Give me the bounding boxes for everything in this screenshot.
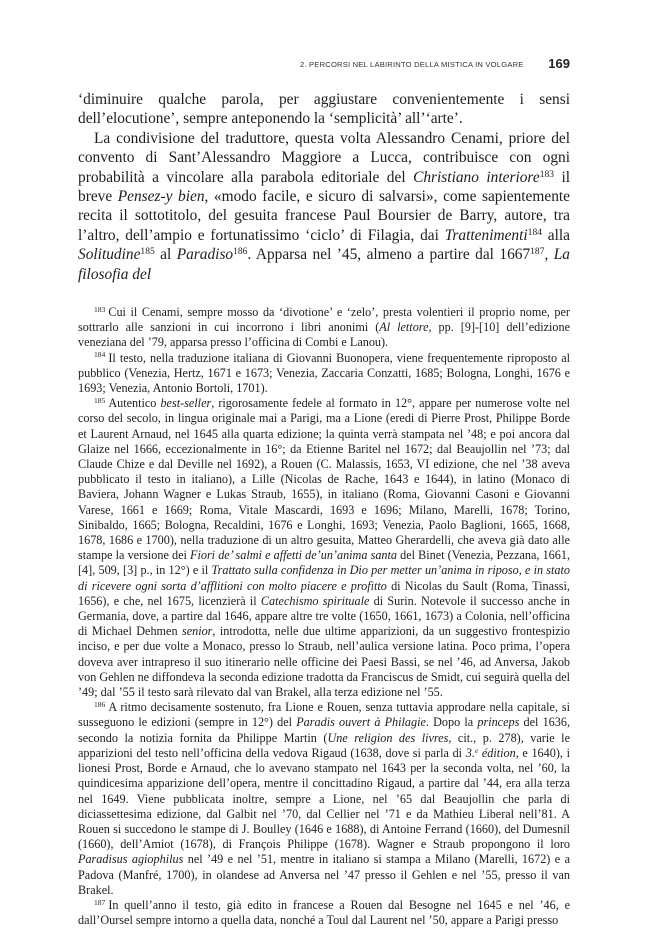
italic-text: Al lettore [379, 320, 429, 335]
footnote [78, 396, 570, 700]
footnote-text [78, 898, 570, 927]
text-run: ‘diminuire qualche parola, per aggiustare convenientemente i sensi dell’elocutione’, sempre anteponendo la ‘semplicità’ all’‘arte’. [78, 91, 570, 128]
footnote-reference: 184 [527, 226, 542, 238]
footnote-text [78, 700, 570, 896]
text-run: , rigorosamente fedele al formato in 12°, appare per numerose volte nel corso del secolo, in lingua originale mai a Parigi, ma a Lione (eredi di Pierre Prost, Philippe Borde et Laurent Arnaud, nel 1645 alla quarta edizione; la quinta verrà stampata nel ’48; e poi ancora dal Glaize nel 1666, eccezionalmente in 16°; da Etienne Baritel nel 1672; dal Beaujollin nel ’73; dal Claude Chize e dal Deville nel 1692), a Rouen (C. Malassis, 1653, VI edizione, che nel ’38 aveva pubblicato il testo in italiano), a Lille (Nicolas de Rache, 1643 e 1644), in latino (Monaco di Baviera, Johann Wagner e Lukas Straub, 1655), in italiano (Roma, Giovanni Casoni e Giovanni Varese, 1661 e 1669; Roma, Vitale Mascardi, 1693 e 1696; Milano, Marelli, 1678; Torino, Sinibaldo, 1665; Bologna, Recaldini, 1676 e Longhi, 1693; Venezia, Paolo Baglioni, 1665, 1668, 1678, 1686 e 1700), nella traduzione di un altro gesuita, Matteo Gherardelli, che aveva già dato alle stampe la versione dei [78, 396, 571, 563]
footnote [78, 700, 570, 898]
text-run: , «modo facile, e sicuro di salvarsi», come sapientemente recita il sottotitolo, del gesuita francese Paul Boursier de Barry, autore, tra l’altro, dell’ampio e fortunatissimo ‘ciclo’ di Filagia, dai [78, 188, 570, 244]
italic-text: Trattato sulla confidenza in Dio per metter un’anima in riposo, e in stato di ricevere ogni sorta d’afflitioni con molto piacere e profitto [78, 563, 571, 593]
text-run: nel ’49 e nel ’51, mentre in italiano si stampa a Milano (Marelli, 1672) e a Padova (Manfré, 1700), in olandese ad Anversa nel ’47 presso il Gehlen e nel ’55, presso il van Brakel. [78, 852, 570, 897]
italic-text: princeps [477, 715, 520, 730]
running-head: 2. PERCORSI NEL LABIRINTO DELLA MISTICA IN VOLGARE [300, 60, 524, 69]
body-text [78, 90, 570, 284]
footnote-number: 185 [94, 396, 106, 406]
italic-text: Trattenimenti [444, 226, 528, 244]
italic-text: Catechismo spirituale [260, 593, 370, 608]
text-run: . Apparsa nel ’45, almeno a partire dal 1667 [247, 246, 531, 264]
text-run: di Surin. Notevole il successo anche in Germania, dove, a partire dal 1646, appare altre tre volte (1650, 1661, 1673) a Colonia, nell’officina di Michael Dehmen [78, 593, 570, 639]
text-run: , [544, 246, 554, 264]
italic-text: 3. [465, 745, 475, 760]
italic-text: Fiori de’ salmi e affetti de’un’anima santa [190, 548, 397, 563]
italic-text: Paradisus agiophilus [78, 852, 184, 867]
text-run: A ritmo decisamente sostenuto, fra Lione e Rouen, senza tuttavia approdare nella capitale, si susseguono le edizioni (sempre in 12°) del [78, 700, 570, 730]
text-run: al [154, 246, 177, 264]
text-run: . Dopo la [425, 715, 478, 730]
italic-text: Une religion des livres [327, 730, 449, 745]
text-run: , e 1640), i lionesi Prost, Borde e Arnaud, che lo avevano stampato nel 1643 per la seconda volta, nel ’60, la quindicesima apparizione dell’opera, mentre il concittadino Rigaud, a partire dal ’44, era alla terza nel 1649. Viene pubblicata inoltre, sempre a Lione, nel ’65 dal Beaujollin che parla di diciassettesima edizione, dal Galbit nel ’70, dal Cellier nel ’71 e da Mathieu Liberal nell’81. A Rouen si succedono le stampe di J. Boulley (1646 e 1688), di Antoine Ferrand (1660), del Dumesnil (1660), dell’Amiot (1678), di François Philippe (1678). Wagner e Straub propongono il loro [78, 745, 570, 852]
text-run: alla [541, 226, 570, 244]
footnote-number: 183 [94, 304, 106, 314]
text-run: Cui il Cenami, sempre mosso da ‘divotione’ e ‘zelo’, presta volentieri il proprio nome, per sottrarlo alle sanzioni in cui incorrono i libri anonimi ( [78, 305, 570, 335]
footnote-number: 184 [94, 350, 106, 360]
italic-text: La filosofia del [78, 246, 570, 283]
text-run: di Nicolas du Sault (Roma, Tinassi, 1656), e che, nel 1675, licenzierà il [78, 578, 570, 608]
footnote [78, 898, 570, 928]
footnote-number: 186 [94, 700, 106, 710]
body-paragraph [78, 129, 570, 284]
footnote-text [78, 396, 570, 699]
footnote-reference: 183 [539, 168, 554, 180]
footnote-reference: 186 [233, 246, 248, 257]
text-run: , cit., p. 278), varie le apparizioni del testo nell’officina della vedova Rigaud (1638, dove si parla di [78, 730, 570, 760]
italic-text: Christiano interiore [413, 168, 540, 186]
italic-text: Paradiso [176, 246, 234, 264]
footnote-text [78, 351, 570, 395]
text-run: il breve [78, 168, 570, 206]
italic-text: Paradis ouvert à Philagie [296, 715, 426, 730]
page-number: 169 [548, 56, 570, 71]
text-run: Il testo, nella traduzione italiana di Giovanni Buonopera, viene frequentemente riproposto al pubblico (Venezia, Hertz, 1671 e 1673; Venezia, Zaccaria Conzatti, 1685; Bologna, Longhi, 1676 e 1693; Venezia, Antonio Bortoli, 1701). [78, 350, 570, 396]
body-paragraph [78, 90, 570, 129]
italic-text: senior [181, 624, 213, 639]
italic-text: Pensez-y bien [117, 188, 205, 206]
superscript-text: e [474, 745, 479, 755]
italic-text: best-seller [160, 396, 212, 411]
text-run: , introdotta, nelle due ultime apparizioni, da un suggestivo frontespizio inciso, e per due volte a Monaco, presso lo Straub, nell’aulica versione latina. Poco prima, l’opera doveva aver intrapreso il suo itinerario nelle officine dei Paesi Bassi, se nel ’46, ad Anversa, Jakob von Gehlen ne diffondeva la seconda edizione tradotta da Franciscus de Smidt, cui seguirà quella del ’49; dal ’55 il testo sarà rilevato dal van Brakel, alla terza edizione nel ’55. [78, 624, 570, 700]
text-run: , pp. [9]-[10] dell’edizione veneziana del ’79, apparsa presso l’officina di Combi e Lanou). [78, 320, 570, 350]
text-run: In quell’anno il testo, già edito in francese a Rouen dal Besogne nel 1645 e nel ’46, e dall’Oursel sempre intorno a quella data, nonché a Toul dal Laurent nel ’50, appare a Parigi presso [78, 897, 570, 928]
text-run: Autentico [108, 396, 161, 411]
footnote-reference: 185 [140, 246, 155, 257]
footnote [78, 305, 570, 351]
footnote-number: 187 [94, 897, 106, 907]
text-run: del 1636, secondo la notizia fornita da Philippe Martin ( [78, 715, 571, 745]
footnotes [78, 305, 570, 928]
italic-text: Solitudine [78, 246, 141, 264]
footnote [78, 351, 570, 397]
text-run: La condivisione del traduttore, questa volta Alessandro Cenami, priore del convento di Sant’Alessandro Maggiore a Lucca, contribuisce con ogni probabilità a vincolare alla parabola editoriale del [78, 129, 570, 186]
italic-text: édition [478, 745, 516, 760]
footnote-reference: 187 [530, 246, 545, 257]
footnote-text [78, 305, 570, 349]
text-run: del Binet (Venezia, Pezzana, 1661, [4], 509, [3] p., in 12°) e il [78, 548, 570, 578]
